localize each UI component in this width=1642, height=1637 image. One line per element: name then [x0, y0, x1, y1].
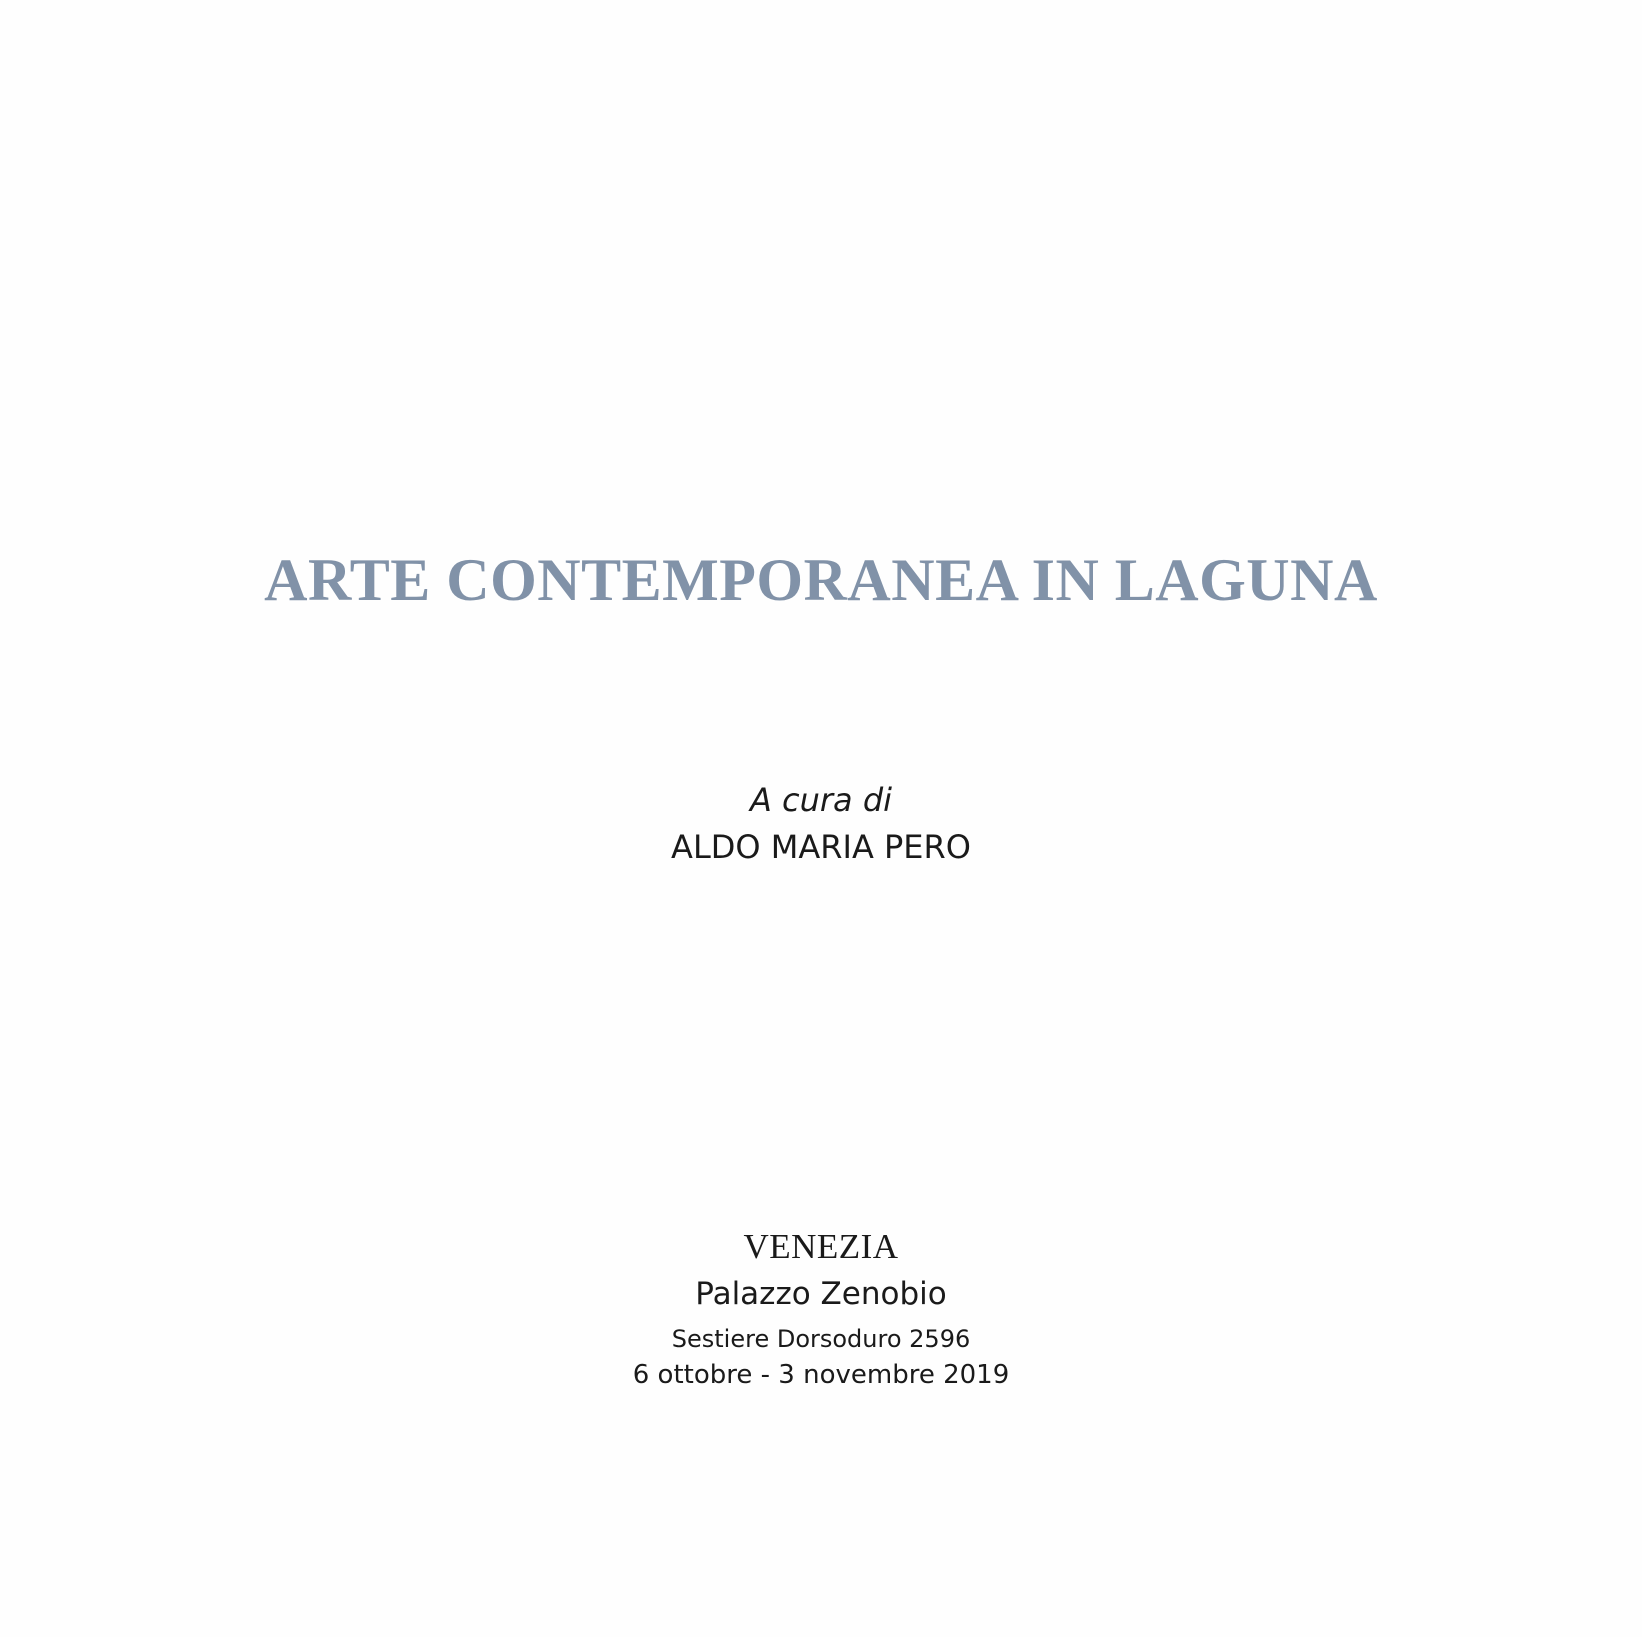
curator-name: ALDO MARIA PERO: [671, 828, 971, 866]
venue-name: Palazzo Zenobio: [695, 1276, 947, 1312]
city-name: VENEZIA: [743, 1227, 899, 1266]
exhibition-dates: 6 ottobre - 3 novembre 2019: [632, 1360, 1010, 1390]
curated-by-label: A cura di: [749, 781, 893, 819]
exhibition-title: ARTE CONTEMPORANEA IN LAGUNA: [264, 547, 1378, 613]
venue-address: Sestiere Dorsoduro 2596: [671, 1325, 971, 1353]
